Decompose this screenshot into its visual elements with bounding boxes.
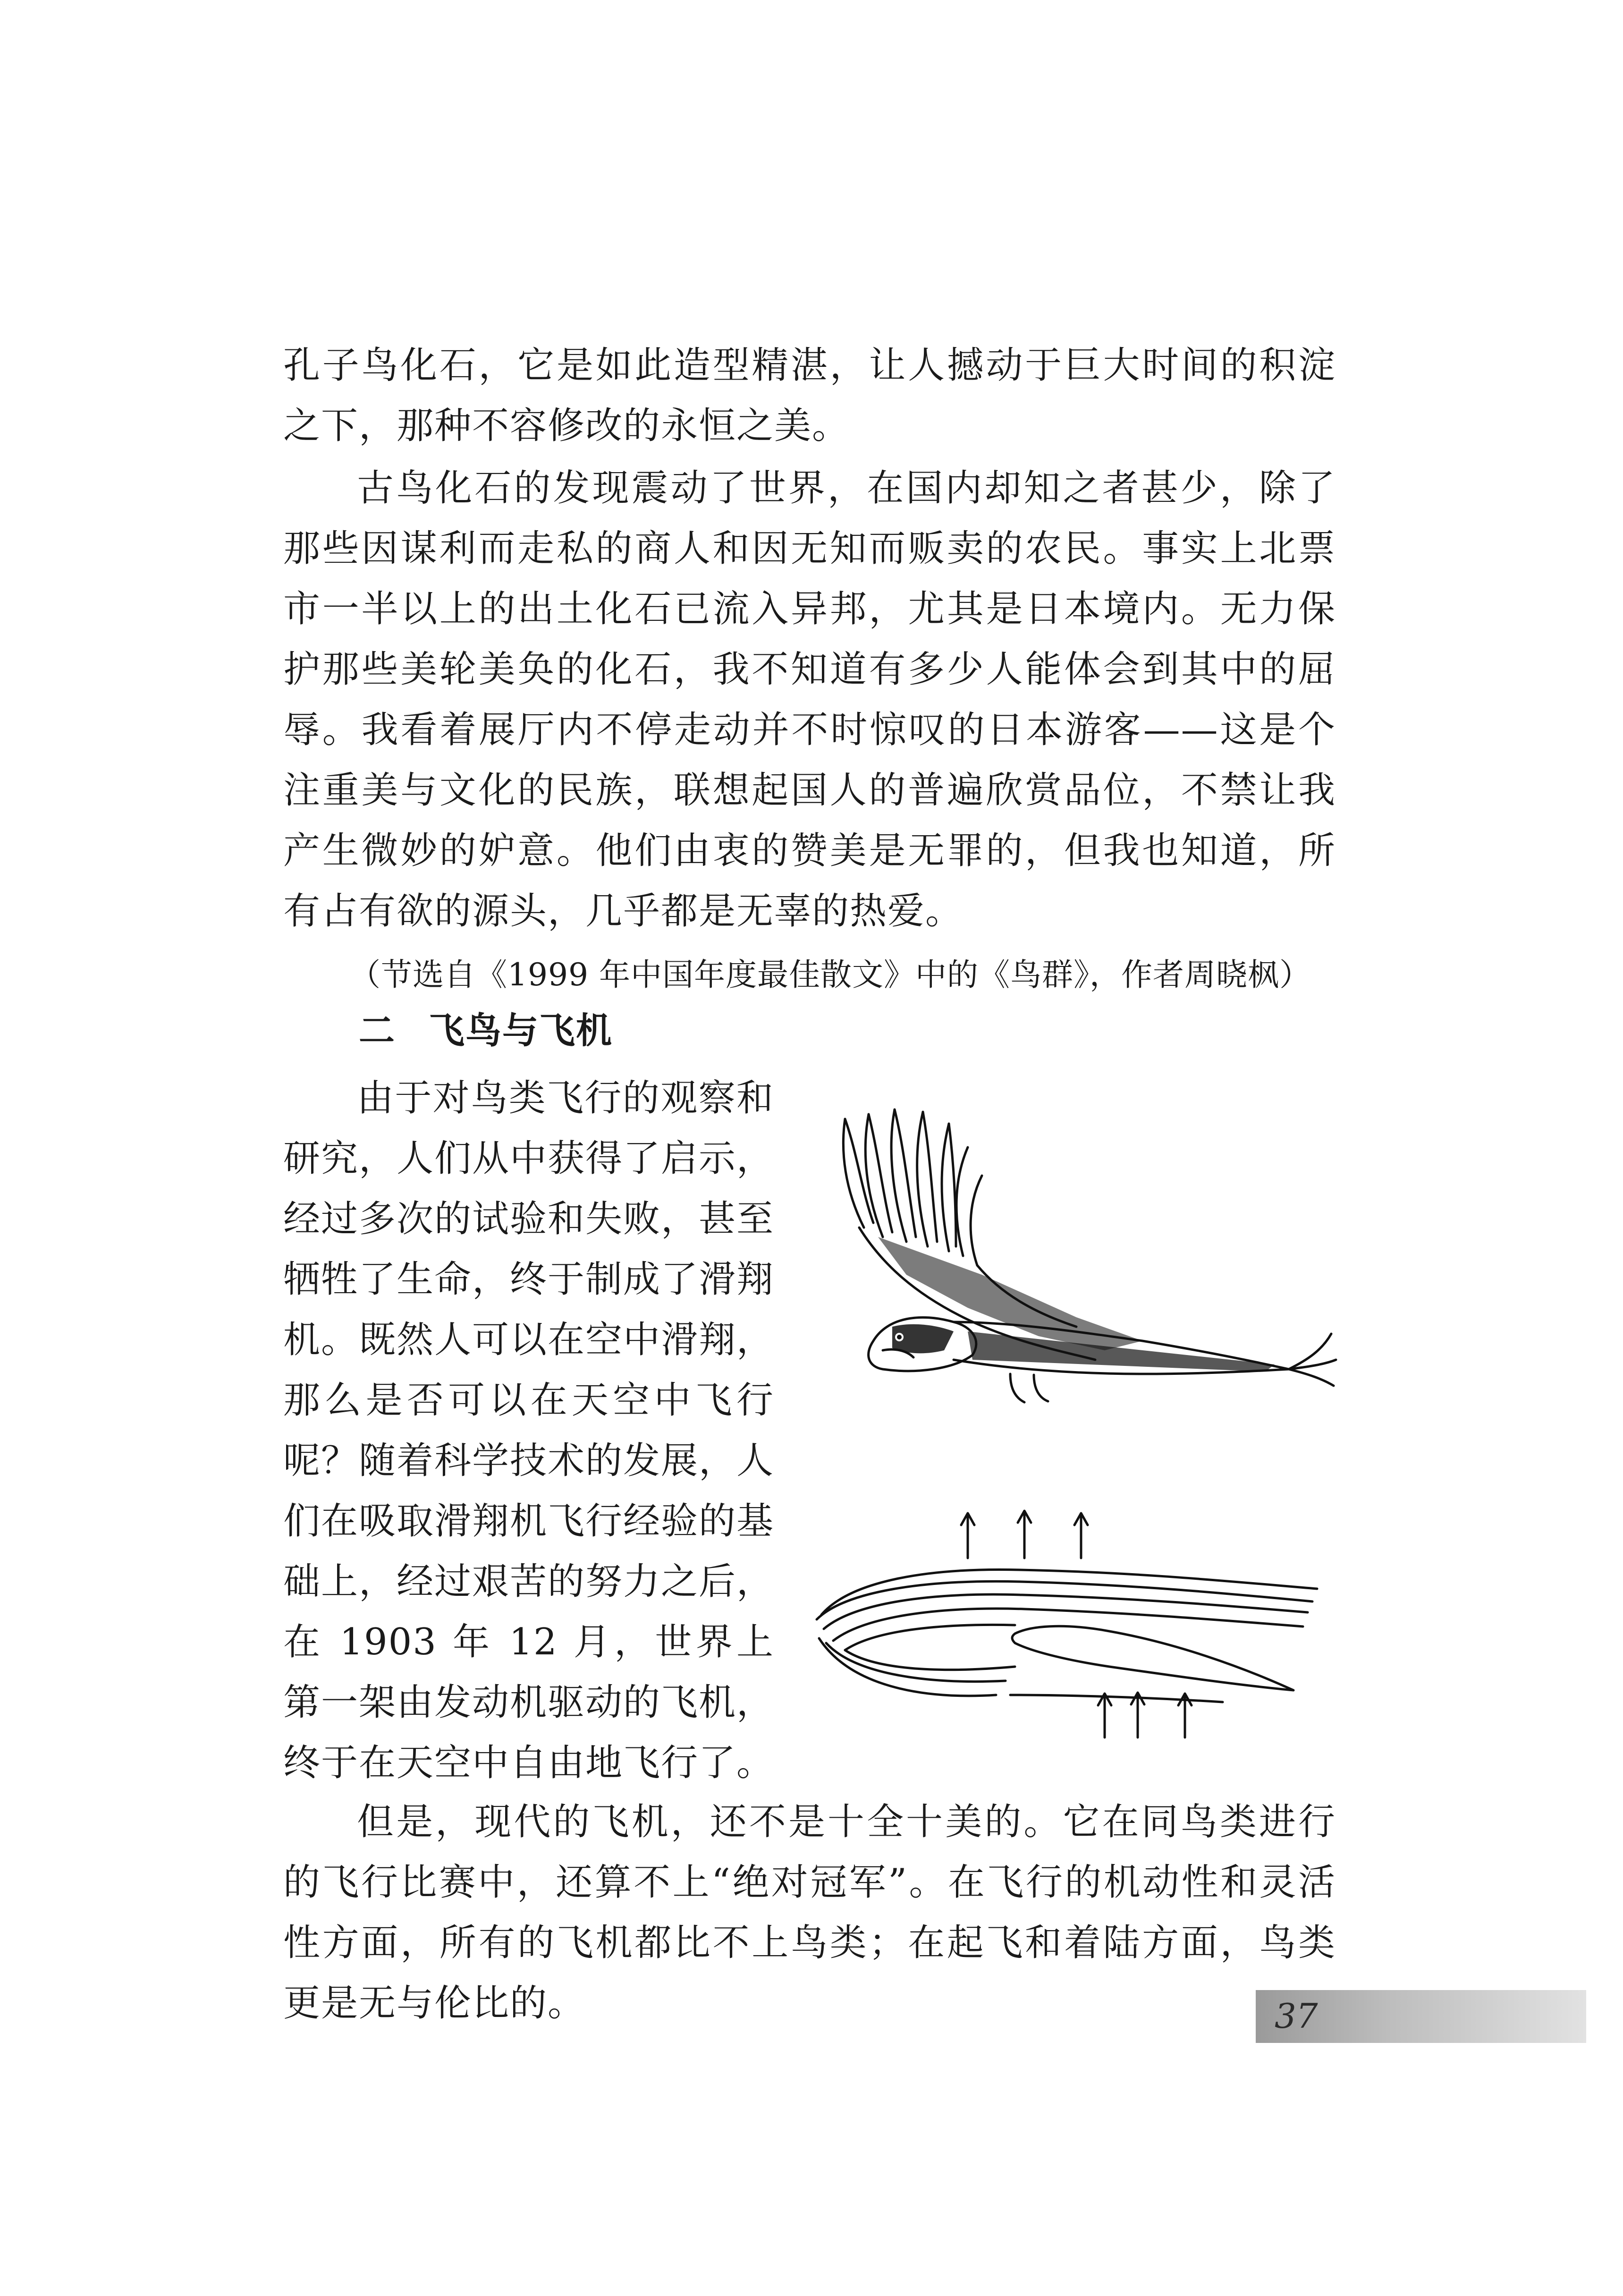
paragraph-fossil-discovery: 古鸟化石的发现震动了世界，在国内却知之者甚少，除了那些因谋利而走私的商人和因无知而贩卖的农民。事实上北票市一半以上的出土化石已流入异邦，尤其是日本境内。无力保护那些美轮美奂的化石，我不知道有多少人能体会到其中的屈辱。我看着展厅内不停走动并不时惊叹的日本游客——这是个注重美与文化的民族，联想起国人的普遍欣赏品位，不禁让我产生微妙的妒意。他们由衷的赞美是无罪的，但我也知道，所有占有欲的源头，几乎都是无辜的热爱。 — [283, 467, 1336, 932]
section-number: 二 — [359, 1009, 396, 1051]
page-number: 37 — [1275, 1996, 1318, 2036]
paragraph-gliders-to-airplanes: 由于对鸟类飞行的观察和研究，人们从中获得了启示，经过多次的试验和失败，甚至牺牲了生命，终于制成了滑翔机。既然人可以在空中滑翔，那么是否可以在天空中飞行呢？随着科学技术的发展，人们在吸取滑翔机飞行经验的基础上，经过艰苦的努力之后，在 1903 年 12 月，世界上第一架由发动机驱动的飞机，终于在天空中自由地飞行了。 — [283, 1077, 775, 1784]
section-heading — [359, 1005, 613, 1057]
source-citation: （节选自《1999 年中国年度最佳散文》中的《鸟群》，作者周晓枫） — [349, 957, 1311, 993]
section-title: 飞鸟与飞机 — [429, 1009, 613, 1051]
eagle-illustration — [812, 1095, 1345, 1426]
paragraph-fossil-ending: 孔子鸟化石，它是如此造型精湛，让人撼动于巨大时间的积淀之下，那种不容修改的永恒之美。 — [283, 344, 1336, 447]
wing-airflow-diagram — [807, 1487, 1341, 1752]
paragraph-modern-airplanes: 但是，现代的飞机，还不是十全十美的。它在同鸟类进行的飞行比赛中，还算不上“绝对冠军”。在飞行的机动性和灵活性方面，所有的飞机都比不上鸟类；在起飞和着陆方面，鸟类更是无与伦比的。 — [283, 1801, 1336, 2025]
